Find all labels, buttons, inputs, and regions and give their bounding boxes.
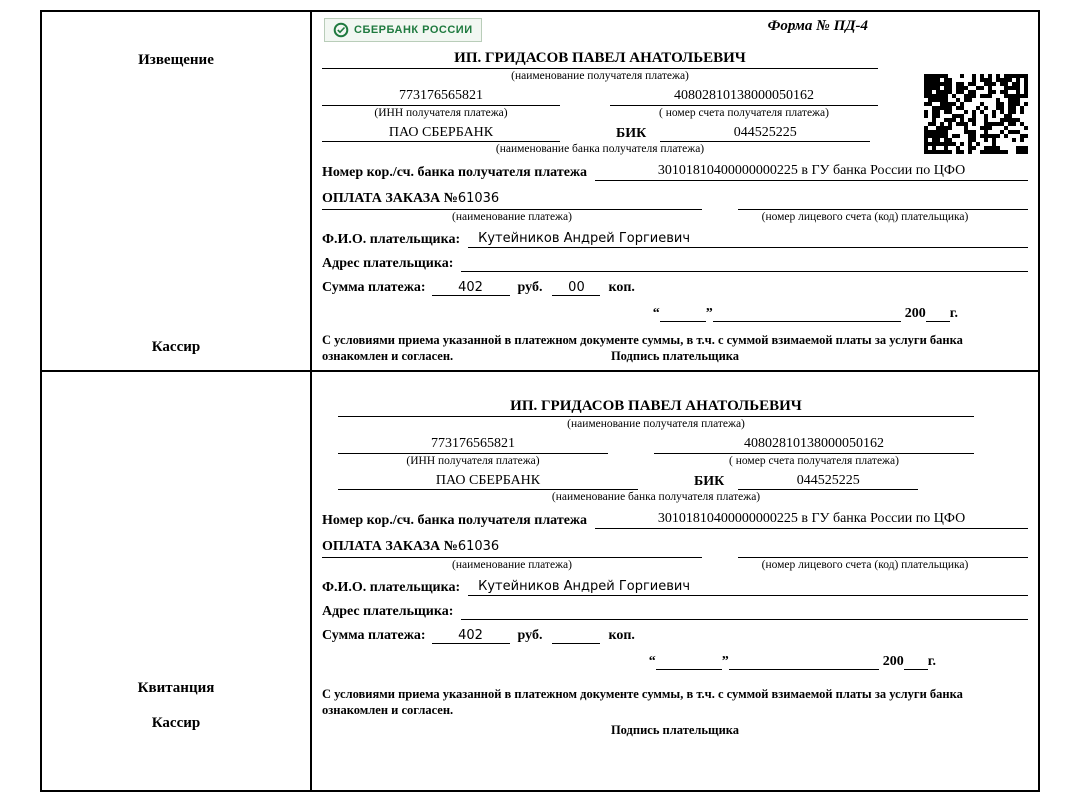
- payment-purpose-prefix: ОПЛАТА ЗАКАЗА №: [322, 191, 458, 206]
- payer-signature-label: Подпись плательщика: [610, 722, 740, 737]
- qr-code: [924, 74, 1028, 154]
- payment-purpose: [322, 539, 702, 558]
- sum-label: Сумма платежа:: [322, 280, 426, 295]
- sberbank-logo-text: СБЕРБАНК РОССИИ: [354, 24, 473, 36]
- date-month-line: [713, 321, 901, 322]
- receipt-left-column: [42, 372, 312, 790]
- payment-purpose-caption: (наименование платежа): [452, 211, 572, 223]
- personal-account-caption: (номер лицевого счета (код) плательщика): [761, 211, 969, 223]
- kop-label: коп.: [608, 628, 635, 643]
- payment-form-pd4: [40, 10, 1040, 792]
- inn-value: 773176565821: [338, 436, 608, 454]
- corr-account-label: Номер кор./сч. банка получателя платежа: [322, 165, 588, 180]
- date-quote-open: “: [648, 654, 656, 669]
- year-suffix: г.: [927, 654, 936, 669]
- rub-label: руб.: [517, 628, 543, 643]
- corr-account-label: Номер кор./сч. банка получателя платежа: [322, 513, 588, 528]
- date-quote-close: ”: [721, 654, 729, 669]
- date-quote-close: ”: [705, 306, 713, 321]
- notice-form-body: [312, 12, 1038, 370]
- sberbank-logo: [324, 18, 482, 42]
- year-suffix: г.: [949, 306, 958, 321]
- inn-caption: (ИНН получателя платежа): [406, 455, 540, 467]
- payer-signature-label: Подпись плательщика: [610, 348, 740, 363]
- notice-label: Извещение: [138, 52, 214, 68]
- payer-name-label: Ф.И.О. плательщика:: [322, 580, 461, 595]
- order-number: 61036: [457, 539, 500, 554]
- personal-account-line: [738, 209, 1028, 210]
- sum-label: Сумма платежа:: [322, 628, 426, 643]
- date-day-line: [660, 321, 706, 322]
- agreement-text: С условиями приема указанной в платежном документе суммы, в т.ч. с суммой взимаемой платы за услуги банка ознакомлен и согласен.: [322, 687, 963, 718]
- payer-address-value: [461, 618, 1028, 620]
- inn-caption: (ИНН получателя платежа): [374, 107, 508, 119]
- payment-purpose-caption: (наименование платежа): [452, 559, 572, 571]
- account-caption: ( номер счета получателя платежа): [659, 107, 829, 119]
- account-value: 40802810138000050162: [654, 436, 974, 454]
- kop-label: коп.: [608, 280, 635, 295]
- inn-value: 773176565821: [322, 88, 560, 106]
- year-line: [904, 669, 928, 670]
- bik-label: БИК: [616, 126, 647, 141]
- personal-account-caption: (номер лицевого счета (код) плательщика): [761, 559, 969, 571]
- payer-name-value: Кутейников Андрей Горгиевич: [468, 231, 1028, 248]
- payer-name-value: Кутейников Андрей Горгиевич: [468, 579, 1028, 596]
- year-prefix: 200: [904, 306, 926, 321]
- receipt-form-body: [312, 372, 1038, 790]
- bik-label: БИК: [694, 474, 725, 489]
- receipt-section: [42, 372, 1038, 790]
- cashier-label: Кассир: [151, 715, 201, 731]
- account-value: 40802810138000050162: [610, 88, 878, 106]
- sum-rubles: 402: [432, 280, 510, 296]
- payment-purpose-prefix: ОПЛАТА ЗАКАЗА №: [322, 539, 458, 554]
- corr-account-value: 30101810400000000225 в ГУ банка России по ЦФО: [595, 163, 1028, 181]
- cashier-label: Кассир: [151, 339, 201, 355]
- bank-name-caption: (наименование банка получателя платежа): [551, 491, 761, 503]
- year-line: [926, 321, 950, 322]
- payer-address-value: [461, 270, 1028, 272]
- recipient-name: ИП. ГРИДАСОВ ПАВЕЛ АНАТОЛЬЕВИЧ: [338, 398, 974, 417]
- notice-section: [42, 12, 1038, 372]
- bik-value: 044525225: [660, 125, 870, 142]
- receipt-label: Квитанция: [137, 680, 215, 696]
- sum-kopecks: 00: [552, 280, 600, 296]
- form-number: Форма № ПД-4: [767, 18, 868, 34]
- rub-label: руб.: [517, 280, 543, 295]
- payer-address-label: Адрес плательщика:: [322, 256, 454, 271]
- recipient-name-caption: (наименование получателя платежа): [511, 70, 689, 82]
- payer-name-label: Ф.И.О. плательщика:: [322, 232, 461, 247]
- notice-left-column: [42, 12, 312, 370]
- bank-name-caption: (наименование банка получателя платежа): [495, 143, 705, 155]
- year-prefix: 200: [882, 654, 904, 669]
- corr-account-value: 30101810400000000225 в ГУ банка России по ЦФО: [595, 511, 1028, 529]
- sum-rubles: 402: [432, 628, 510, 644]
- date-day-line: [656, 669, 722, 670]
- sum-kopecks: [552, 643, 600, 644]
- personal-account-line: [738, 557, 1028, 558]
- account-caption: ( номер счета получателя платежа): [729, 455, 899, 467]
- recipient-name: ИП. ГРИДАСОВ ПАВЕЛ АНАТОЛЬЕВИЧ: [322, 50, 878, 69]
- date-quote-open: “: [652, 306, 660, 321]
- agreement-text: С условиями приема указанной в платежном документе суммы, в т.ч. с суммой взимаемой платы за услуги банка ознакомлен и согласен.: [322, 333, 963, 364]
- payer-address-label: Адрес плательщика:: [322, 604, 454, 619]
- date-month-line: [729, 669, 879, 670]
- recipient-name-caption: (наименование получателя платежа): [567, 418, 745, 430]
- payment-purpose: [322, 191, 702, 210]
- sberbank-logo-icon: [333, 22, 349, 38]
- bank-name: ПАО СБЕРБАНК: [338, 473, 638, 490]
- bik-value: 044525225: [738, 473, 918, 490]
- order-number: 61036: [457, 191, 500, 206]
- bank-name: ПАО СБЕРБАНК: [322, 125, 560, 142]
